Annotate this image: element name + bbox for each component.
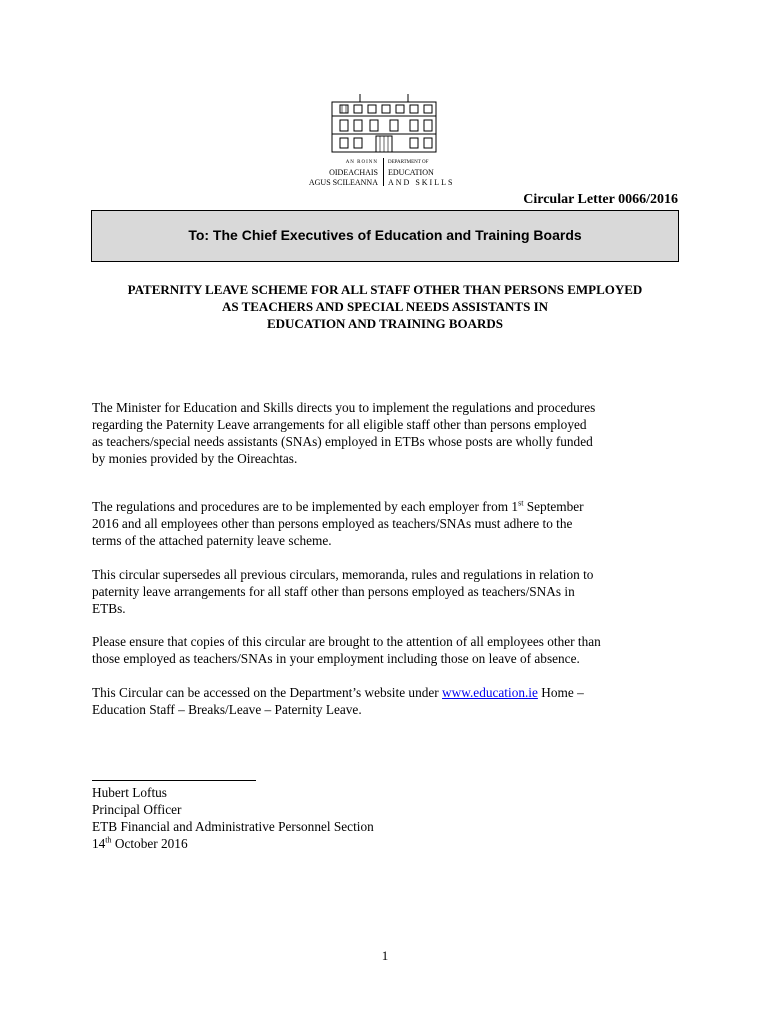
addressee-text: To: The Chief Executives of Education and Training Boards: [188, 227, 582, 243]
paragraph-implementation: The regulations and procedures are to be implemented by each employer from 1st September 2016 and all employees other than persons employed as teachers/SNAs must adhere to the terms of the attached paternity leave scheme.: [92, 498, 584, 548]
paragraph-directive: The Minister for Education and Skills directs you to implement the regulations and procedures regarding the Paternity Leave arrangements for all eligible staff other than persons employed as teachers/special needs assistants (SNAs) employed in ETBs whose posts are wholly funded by monies provided by the Oireachtas.: [92, 400, 596, 466]
signatory-title: Principal Officer: [92, 802, 182, 817]
signature-date: 14th October 2016: [92, 835, 188, 851]
paragraph-access: This Circular can be accessed on the Department’s website under www.education.ie Home – Education Staff – Breaks/Leave – Paternity Leave.: [92, 685, 584, 717]
heading-line: EDUCATION AND TRAINING BOARDS: [266, 316, 504, 331]
signatory-section: ETB Financial and Administrative Personnel Section: [92, 819, 374, 834]
heading-line: AS TEACHERS AND SPECIAL NEEDS ASSISTANTS IN: [221, 299, 549, 314]
signature-block: [92, 784, 374, 852]
logo-divider: [383, 158, 384, 186]
signatory-name: Hubert Loftus: [92, 785, 167, 800]
page-number: 1: [381, 948, 389, 963]
document-heading: [92, 281, 678, 332]
heading-line: PATERNITY LEAVE SCHEME FOR ALL STAFF OTHER THAN PERSONS EMPLOYED: [127, 282, 643, 297]
department-logo: [298, 92, 468, 192]
signature-line: [92, 780, 256, 781]
logo-irish-text: AN ROINN OIDEACHAIS AGUS SCILEANNA: [308, 160, 378, 187]
addressee-box: [91, 210, 679, 262]
paragraph-distribution: Please ensure that copies of this circular are brought to the attention of all employees other than those employed as teachers/SNAs in your employment including those on leave of absence.: [92, 634, 601, 666]
circular-number: Circular Letter 0066/2016: [523, 192, 678, 207]
education-website-link[interactable]: www.education.ie: [442, 685, 538, 700]
paragraph-supersedes: This circular supersedes all previous circulars, memoranda, rules and regulations in relation to paternity leave arrangements for all staff other than persons employed as teachers/SNAs in ETBs.: [92, 567, 594, 616]
building-emblem-icon: [330, 92, 438, 154]
logo-english-text: DEPARTMENT OF EDUCATION AND SKILLS: [388, 160, 455, 187]
